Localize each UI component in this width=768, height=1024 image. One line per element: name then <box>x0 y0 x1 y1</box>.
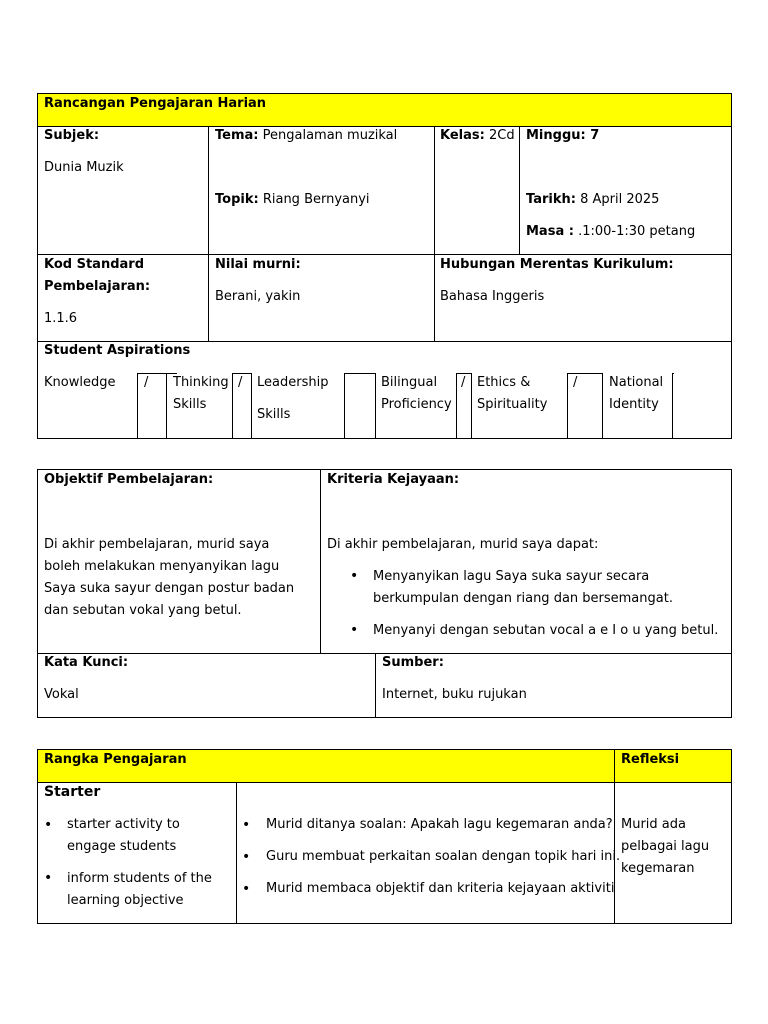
starter-item: inform students of the learning objective <box>67 871 212 908</box>
kata-kunci-value: Vokal <box>44 687 79 702</box>
kod-value: 1.1.6 <box>44 311 78 326</box>
bullet-icon: • <box>44 870 53 886</box>
objektif-text: Di akhir pembelajaran, murid saya boleh melakukan menyanyikan lagu Saya suka sayur dengan postur badan dan sebutan vokal yang betul. <box>44 537 295 618</box>
kod-label-1: Kod Standard <box>44 257 145 272</box>
kelas-label: Kelas: <box>440 128 485 143</box>
aspiration-ethics-2: Spirituality <box>477 397 548 412</box>
aspiration-knowledge: Knowledge <box>44 375 116 390</box>
bullet-icon: • <box>44 817 53 833</box>
refleksi-text: Murid ada pelbagai lagu kegemaran <box>621 817 710 876</box>
aspiration-knowledge-mark: / <box>144 375 149 390</box>
activity-item: Murid ditanya soalan: Apakah lagu kegemaran anda? <box>266 817 613 832</box>
tarikh-field <box>526 190 659 210</box>
starter-label: Starter <box>44 784 101 800</box>
topik-label: Topik: <box>215 192 259 207</box>
subjek-label: Subjek: <box>44 128 100 143</box>
starter-item: starter activity to engage students <box>67 817 180 854</box>
aspiration-bilingual: Bilingual <box>381 375 438 390</box>
nilai-value: Berani, yakin <box>215 289 301 304</box>
rph-title: Rancangan Pengajaran Harian <box>44 96 267 111</box>
topik-field <box>215 190 370 210</box>
kelas-field <box>440 126 515 146</box>
tarikh-value: 8 April 2025 <box>580 192 660 207</box>
kelas-value: 2Cd <box>488 128 515 143</box>
bullet-icon: • <box>350 568 359 584</box>
tarikh-label: Tarikh: <box>526 192 576 207</box>
bullet-icon: • <box>242 881 251 897</box>
kriteria-item: Menyanyikan lagu Saya suka sayur secara berkumpulan dengan riang dan bersemangat. <box>373 569 673 606</box>
kriteria-label: Kriteria Kejayaan: <box>327 472 460 487</box>
kriteria-intro: Di akhir pembelajaran, murid saya dapat: <box>327 537 599 552</box>
masa-value: .1:00-1:30 petang <box>578 224 696 239</box>
hubungan-label: Hubungan Merentas Kurikulum: <box>440 257 674 272</box>
aspiration-thinking-2: Skills <box>173 397 207 412</box>
objektif-label: Objektif Pembelajaran: <box>44 472 214 487</box>
kata-kunci-label: Kata Kunci: <box>44 655 129 670</box>
tema-label: Tema: <box>215 128 259 143</box>
minggu-label: Minggu: 7 <box>526 128 600 143</box>
topik-value: Riang Bernyanyi <box>262 192 370 207</box>
refleksi-label: Refleksi <box>621 752 680 767</box>
sumber-label: Sumber: <box>382 655 444 670</box>
sumber-value: Internet, buku rujukan <box>382 687 527 702</box>
aspiration-leadership: Leadership <box>257 375 329 390</box>
kriteria-item: Menyanyi dengan sebutan vocal a e I o u yang betul. <box>373 623 719 638</box>
tema-field <box>215 126 397 146</box>
tema-value: Pengalaman muzikal <box>262 128 398 143</box>
aspiration-leadership-2: Skills <box>257 407 291 422</box>
aspiration-bilingual-mark: / <box>461 375 466 390</box>
aspiration-national: National <box>609 375 664 390</box>
subjek-value: Dunia Muzik <box>44 160 124 175</box>
nilai-label: Nilai murni: <box>215 257 301 272</box>
aspiration-thinking-mark: / <box>238 375 243 390</box>
kod-label-2: Pembelajaran: <box>44 279 151 294</box>
aspirations-label: Student Aspirations <box>44 343 191 358</box>
activity-item: Murid membaca objektif dan kriteria kejayaan aktiviti <box>266 881 615 896</box>
bullet-icon: • <box>350 622 359 638</box>
bullet-icon: • <box>242 817 251 833</box>
bullet-icon: • <box>242 849 251 865</box>
aspiration-thinking: Thinking <box>173 375 229 390</box>
aspiration-ethics-mark: / <box>573 375 578 390</box>
rangka-title: Rangka Pengajaran <box>44 752 187 767</box>
masa-label: Masa : <box>526 224 574 239</box>
aspiration-ethics: Ethics & <box>477 375 531 390</box>
aspiration-bilingual-2: Proficiency <box>381 397 452 412</box>
masa-field <box>526 222 695 242</box>
activity-item: Guru membuat perkaitan soalan dengan topik hari ini. <box>266 849 621 864</box>
hubungan-value: Bahasa Inggeris <box>440 289 545 304</box>
aspiration-national-2: Identity <box>609 397 659 412</box>
